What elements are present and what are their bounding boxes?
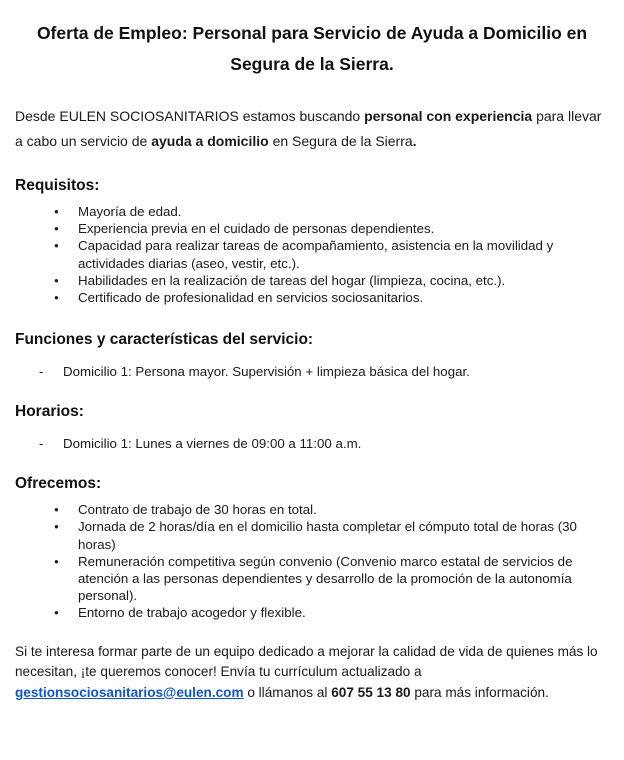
horarios-heading: Horarios: bbox=[15, 403, 84, 421]
ofrecemos-section bbox=[15, 474, 609, 621]
list-item: ● Entorno de trabajo acogedor y flexible. bbox=[78, 604, 609, 621]
list-item: ● Remuneración competitiva según convenio (Convenio marco estatal de servicios de atención a las personas dependientes y desarrollo de la promoción de la autonomía personal). bbox=[78, 553, 609, 605]
list-item: ● Experiencia previa en el cuidado de personas dependientes. bbox=[78, 220, 609, 237]
intro-bold-2: ayuda a domicilio bbox=[151, 133, 269, 149]
requisitos-heading: Requisitos: bbox=[15, 177, 100, 194]
ofrecemos-list bbox=[15, 501, 609, 621]
closing-text-2: o llámanos al bbox=[243, 684, 332, 700]
list-item: ● Jornada de 2 horas/día en el domicilio hasta completar el cómputo total de horas (30 horas) bbox=[78, 518, 609, 552]
closing-text-1: Si te interesa formar parte de un equipo dedicado a mejorar la calidad de vida de quienes más lo necesitan, ¡te queremos conocer! Envía tu currículum actualizado a bbox=[15, 643, 598, 680]
funciones-section bbox=[15, 330, 609, 380]
horarios-list bbox=[15, 435, 609, 452]
closing-paragraph bbox=[15, 642, 609, 704]
requisitos-list bbox=[15, 203, 609, 306]
funciones-list bbox=[15, 363, 609, 380]
intro-bold-3: . bbox=[412, 133, 417, 149]
list-item: ● Contrato de trabajo de 30 horas en total. bbox=[78, 501, 609, 518]
intro-text-1: Desde EULEN SOCIOSANITARIOS estamos buscando bbox=[15, 108, 365, 124]
page-title: Oferta de Empleo: Personal para Servicio de Ayuda a Domicilio en Segura de la Sierra. bbox=[36, 23, 588, 74]
list-item: - Domicilio 1: Persona mayor. Supervisión + limpieza básica del hogar. bbox=[63, 363, 609, 380]
horarios-section bbox=[15, 402, 609, 452]
funciones-heading: Funciones y características del servicio: bbox=[15, 331, 314, 349]
intro-paragraph bbox=[15, 104, 609, 154]
email-link[interactable]: gestionsociosanitarios@eulen.com bbox=[15, 684, 244, 700]
requisitos-section bbox=[15, 176, 609, 306]
intro-text-2: para llevar a cabo un servicio de bbox=[15, 108, 602, 149]
closing-text-3: para más información. bbox=[410, 684, 549, 700]
list-item: - Domicilio 1: Lunes a viernes de 09:00 a 11:00 a.m. bbox=[63, 435, 609, 452]
list-item: ● Certificado de profesionalidad en servicios sociosanitarios. bbox=[78, 289, 609, 306]
phone-number: 607 55 13 80 bbox=[331, 684, 411, 700]
list-item: ● Mayoría de edad. bbox=[78, 203, 609, 220]
list-item: ● Habilidades en la realización de tareas del hogar (limpieza, cocina, etc.). bbox=[78, 272, 609, 289]
ofrecemos-heading: Ofrecemos: bbox=[15, 475, 102, 493]
intro-bold-1: personal con experiencia bbox=[364, 108, 533, 124]
list-item: ● Capacidad para realizar tareas de acompañamiento, asistencia en la movilidad y actividades diarias (aseo, vestir, etc.). bbox=[78, 237, 609, 271]
intro-text-3: en Segura de la Sierra bbox=[268, 133, 413, 149]
